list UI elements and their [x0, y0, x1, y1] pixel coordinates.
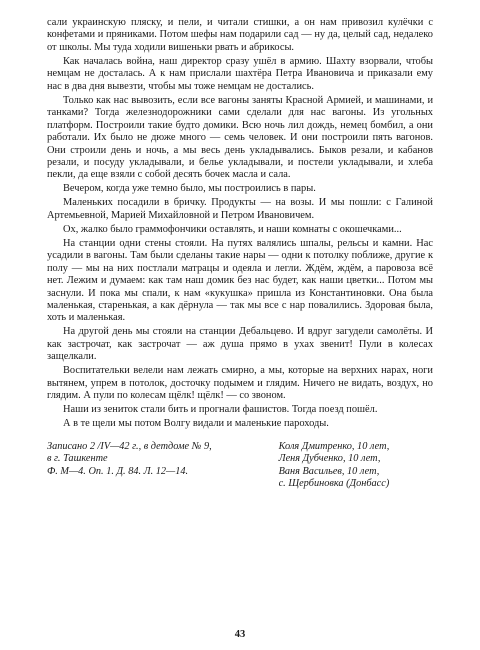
paragraph: На другой день мы стояли на станции Дебальцево. И вдруг загудели самолёты. И как застрочат, как застрочат — аж душа прямо в ухах звенит! Пули в колесах защелкали. [47, 326, 433, 363]
archive-reference [47, 441, 248, 491]
archive-line: Ф. М—4. Оп. 1. Д. 84. Л. 12—14. [47, 465, 189, 477]
paragraph: Воспитательки велели нам лежать смирно, а мы, которые на верхних нарах, ноги вытянем, упрем в потолок, досточку подымем и глядим. Ничего не видать, воздух, но глядим. А пули по колесам щёлк! щёлк! — со звоном. [47, 365, 433, 402]
page-number: 43 [234, 629, 246, 640]
paragraph: сали украинскую пляску, и пели, и читали стишки, а он нам привозил кулёчки с конфетами и пряниками. Потом шефы нам подарили сад — ну да, целый сад, недалеко от школы. Мы туда ходили вишеньки рвать и абрикосы. [47, 17, 433, 53]
main-text [47, 17, 433, 431]
author-line: с. Щербиновка (Донбасс) [278, 478, 390, 490]
archive-line: Записано 2 /IV—42 г., в детдоме № 9, [47, 440, 212, 452]
paragraph: Только как нас вывозить, если все вагоны заняты Красной Армией, и машинами, и танками? Тогда железнодорожники сами сделали для нас вагоны. Из угольных платформ. Построили такие будто домики. Всю ночь лил дождь, немец бомбил, а они работали. Их было не дюже много — семь человек. И они построили пять вагонов. Они строили день и ночь, а мы весь день укладывались. Быков резали, и кабанов резали, и посуду укладывали, и белье укладывали, и постели укладывали, и хлеба пекли, да еще взяли с собой десять бочек масла и сала. [47, 94, 433, 181]
paragraph: Вечером, когда уже темно было, мы построились в пары. [63, 183, 316, 195]
archive-line: в г. Ташкенте [47, 453, 108, 465]
paragraph: А в те щели мы потом Волгу видали и маленькие пароходы. [63, 418, 329, 430]
paragraph: Маленьких посадили в бричку. Продукты — на возы. И мы пошли: с Галиной Артемьевной, Марией Михайловной и Петром Ивановичем. [47, 197, 433, 221]
author-line: Ваня Васильев, 10 лет, [278, 465, 380, 477]
source-footer [47, 441, 433, 491]
author-line: Коля Дмитренко, 10 лет, [278, 440, 390, 452]
paragraph: На станции одни стены стояли. На путях валялись шпалы, рельсы и камни. Нас усадили в вагоны. Там были сделаны такие нары — одни к потолку поближе, другие к полу — мы на них постлали матрацы и одеяла и легли. Ждём, ждём, а паровоза всё нет. Лежим и думаем: как там наш домик без нас будет, как наши цветки... Потом мы заснули. И пока мы спали, к нам «кукушка» пришла из Константиновки. Она была маленькая, старенькая, а как дёрнула — так мы все с нар повалились. Здоровая была, хоть и маленькая. [47, 237, 433, 324]
paragraph: Наши из зениток стали бить и прогнали фашистов. Тогда поезд пошёл. [63, 404, 378, 416]
paragraph: Как началась война, наш директор сразу ушёл в армию. Шахту взорвали, чтобы немцам не досталась. А к нам прислали шахтёра Петра Ивановича и приказали ему нас в два дня вывезти, чтобы мы тоже немцам не достались. [47, 55, 433, 92]
authors-list [279, 441, 433, 491]
author-line: Леня Дубченко, 10 лет, [278, 453, 381, 465]
paragraph: Ох, жалко было граммофончики оставлять, и наши комнаты с окошечками... [63, 223, 402, 235]
